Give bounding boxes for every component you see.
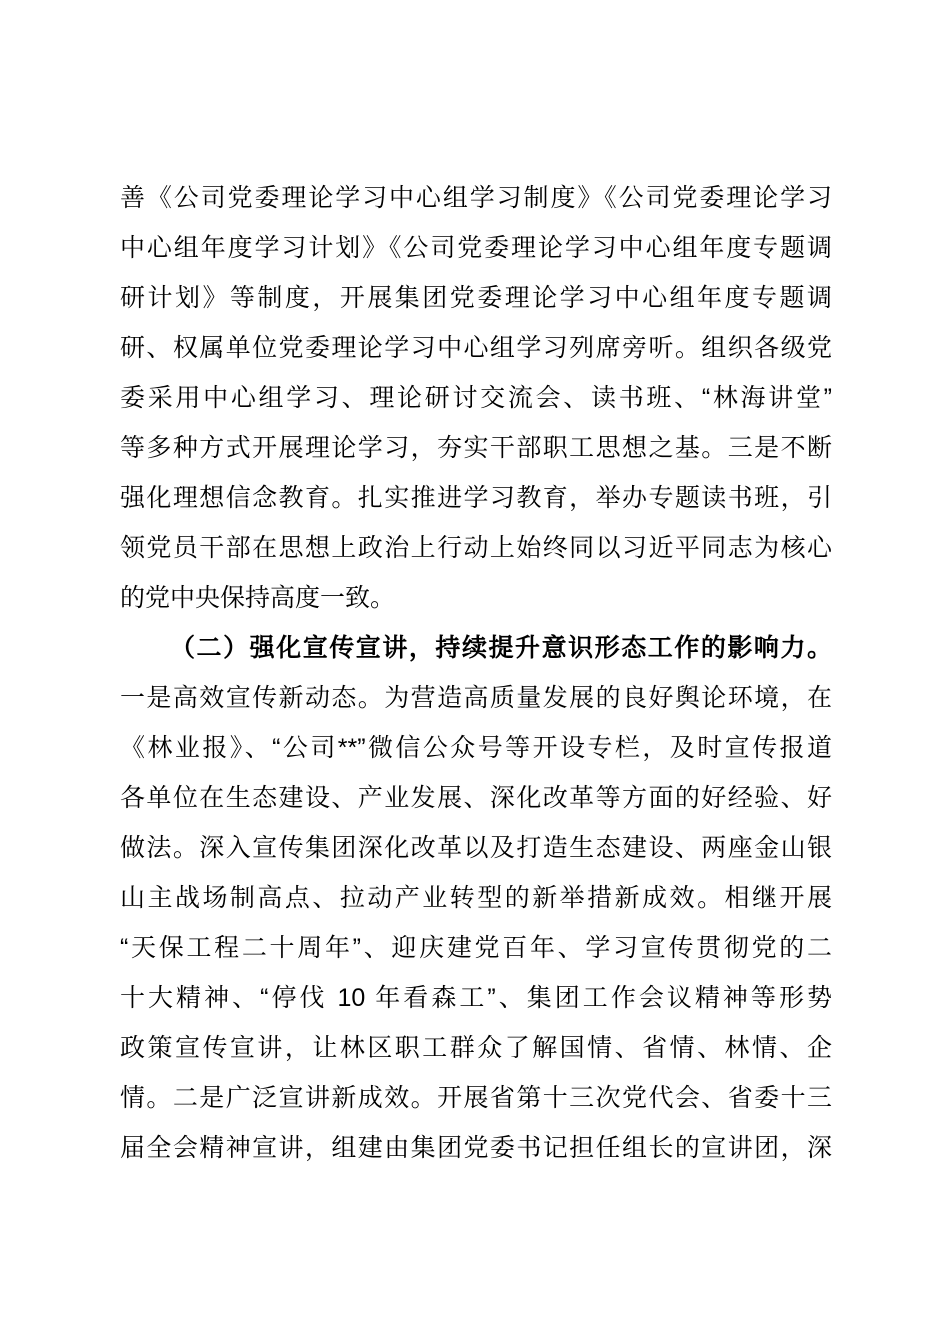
text-line: 研计划》等制度，开展集团党委理论学习中心组年度专题调	[120, 284, 832, 312]
text-line: 政策宣传宣讲，让林区职工群众了解国情、省情、林情、企	[120, 1034, 832, 1062]
text-line: 领党员干部在思想上政治上行动上始终同以习近平同志为核心	[120, 534, 832, 562]
text-line: 等多种方式开展理论学习，夯实干部职工思想之基。三是不断	[120, 434, 832, 462]
paragraph-section-2	[120, 623, 832, 1173]
text-line: 委采用中心组学习、理论研讨交流会、读书班、“林海讲堂”	[120, 384, 832, 412]
text-line: 各单位在生态建设、产业发展、深化改革等方面的好经验、好	[120, 784, 832, 812]
text-line: 届全会精神宣讲，组建由集团党委书记担任组长的宣讲团，深	[120, 1134, 832, 1162]
text-line: 的党中央保持高度一致。	[120, 584, 396, 612]
text-line: 做法。深入宣传集团深化改革以及打造生态建设、两座金山银	[120, 834, 832, 862]
text-line: “天保工程二十周年”、迎庆建党百年、学习宣传贯彻党的二	[120, 934, 832, 962]
text-line: 十大精神、“停伐 10 年看森工”、集团工作会议精神等形势	[120, 984, 832, 1012]
paragraph-continuation	[120, 173, 832, 623]
document-body	[120, 173, 832, 1173]
text-line: 善《公司党委理论学习中心组学习制度》《公司党委理论学习	[120, 184, 832, 212]
section-heading: （二）强化宣传宣讲，持续提升意识形态工作的影响力。	[170, 634, 832, 662]
text-line: 山主战场制高点、拉动产业转型的新举措新成效。相继开展	[120, 884, 832, 912]
text-line: 一是高效宣传新动态。为营造高质量发展的良好舆论环境，在	[120, 684, 832, 712]
text-line: 情。二是广泛宣讲新成效。开展省第十三次党代会、省委十三	[120, 1084, 832, 1112]
text-line: 研、权属单位党委理论学习中心组学习列席旁听。组织各级党	[120, 334, 832, 362]
text-line: 《林业报》、“公司**”微信公众号等开设专栏，及时宣传报道	[120, 734, 832, 762]
text-line: 中心组年度学习计划》《公司党委理论学习中心组年度专题调	[120, 234, 832, 262]
text-line: 强化理想信念教育。扎实推进学习教育，举办专题读书班，引	[120, 484, 832, 512]
